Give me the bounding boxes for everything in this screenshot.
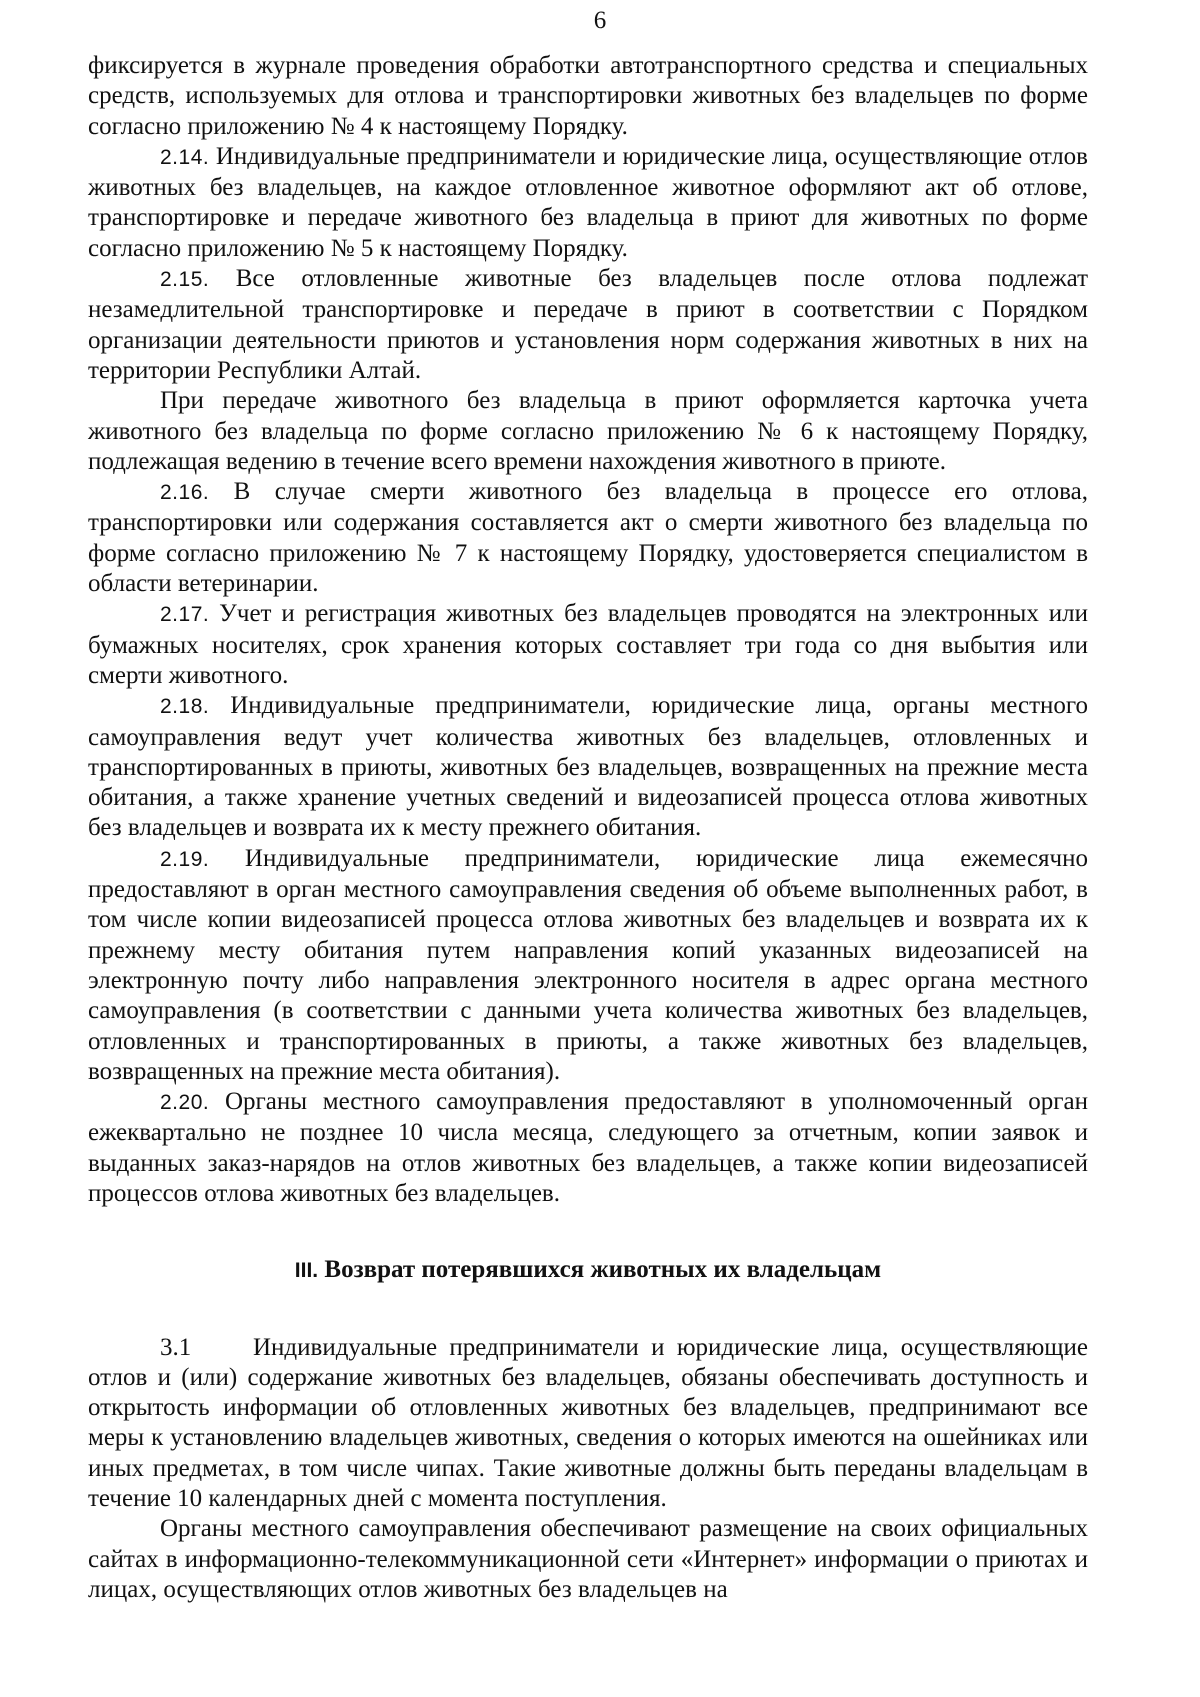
paragraph-2-19 [88,844,1088,1087]
paragraph-number: 3.1 [160,1333,192,1361]
paragraph-text: фиксируется в журнале проведения обработки автотранспортного средства и специальных средств, используемых для отлова и транспортировки животных без владельцев по форме согласно приложению № 4 к настоящему Порядку. [88,52,1088,140]
paragraph-number: 2.17. [160,603,210,627]
paragraph-text: Индивидуальные предприниматели и юридические лица, осуществляющие отлов животных без владельцев, на каждое отловленное животное оформляют акт об отлове, транспортировке и передаче животного без владельца в приют для животных по форме согласно приложению № 5 к настоящему Порядку. [88,142,1088,262]
paragraph-shelter-card [88,386,1088,477]
section-title: Возврат потерявшихся животных их владельцам [324,1256,882,1284]
paragraph-text: Индивидуальные предприниматели, юридические лица ежемесячно предоставляют в орган местного самоуправления сведения об объеме выполненных работ, в том числе копии видеозаписей процесса отлова животных без владельцев и возврата их к прежнему месту обитания путем направления копий указанных видеозаписей на электронную почту либо направления электронного носителя в адрес органа местного самоуправления (в соответствии с данными учета количества животных без владельцев, отловленных и транспортированных в приюты, а также животных без владельцев, возвращенных на прежние места обитания). [88,844,1089,1085]
paragraph-number: 2.18. [160,695,210,719]
section-roman-numeral: III. [294,1259,319,1283]
section-heading [88,1255,1088,1286]
paragraph-text: Все отловленные животные без владельцев после отлова подлежат незамедлительной транспортировке и передаче в приют в соответствии с Порядком организации деятельности приютов и установления норм содержания животных в них на территории Республики Алтай. [88,265,1088,384]
page-number: 6 [593,7,607,34]
paragraph-continuation [88,51,1088,142]
paragraph-number: 2.19. [160,847,210,871]
paragraph-text: Учет и регистрация животных без владельцев проводятся на электронных или бумажных носителях, срок хранения которых составляет три года со дня выбытия или смерти животного. [88,600,1089,689]
paragraph-2-20 [88,1087,1088,1209]
paragraph-number: 2.14. [160,145,210,169]
paragraph-text: При передаче животного без владельца в приют оформляется карточка учета животного без владельца по форме согласно приложению № 6 к настоящему Порядку, подлежащая ведению в течение всего времени нахождения животного в приюте. [88,387,1088,475]
paragraph-2-15 [88,264,1088,386]
paragraph-2-17 [88,599,1088,691]
paragraph-number: 2.20. [160,1091,210,1115]
document-body [88,51,1088,1605]
paragraph-3-1 [88,1333,1088,1515]
paragraph-2-16 [88,477,1088,599]
paragraph-local-authorities [88,1514,1088,1605]
paragraph-text: Органы местного самоуправления предоставляют в уполномоченный орган ежеквартально не позднее 10 числа месяца, следующего за отчетным, копии заявок и выданных заказ-нарядов на отлов животных без владельцев, а также копии видеозаписей процессов отлова животных без владельцев. [88,1088,1088,1207]
paragraph-2-14 [88,142,1088,264]
paragraph-number: 2.15. [160,268,210,292]
paragraph-text: Индивидуальные предприниматели, юридические лица, органы местного самоуправления ведут учет количества животных без владельцев, отловленных и транспортированных в приюты, животных без владельцев, возвращенных на прежние места обитания, а также хранение учетных сведений и видеозаписей процесса отлова животных без владельцев и возврата их к месту прежнего обитания. [88,692,1089,842]
paragraph-text: Органы местного самоуправления обеспечивают размещение на своих официальных сайтах в информационно-телекоммуникационной сети «Интернет» информации о приютах и лицах, осуществляющих отлов животных без владельцев на [88,1515,1088,1603]
paragraph-number: 2.16. [160,481,210,505]
paragraph-text: Индивидуальные предприниматели и юридические лица, осуществляющие отлов и (или) содержание животных без владельцев, обязаны обеспечивать доступность и открытость информации об отловленных животных без владельцев, предпринимают все меры к установлению владельцев животных, сведения о которых имеются на ошейниках или иных предметах, в том числе чипах. Такие животные должны быть переданы владельцам в течение 10 календарных дней с момента поступления. [88,1333,1088,1513]
paragraph-2-18 [88,691,1088,843]
paragraph-text: В случае смерти животного без владельца в процессе его отлова, транспортировки или содержания составляется акт о смерти животного без владельца по форме согласно приложению № 7 к настоящему Порядку, удостоверяется специалистом в области ветеринарии. [88,478,1088,598]
